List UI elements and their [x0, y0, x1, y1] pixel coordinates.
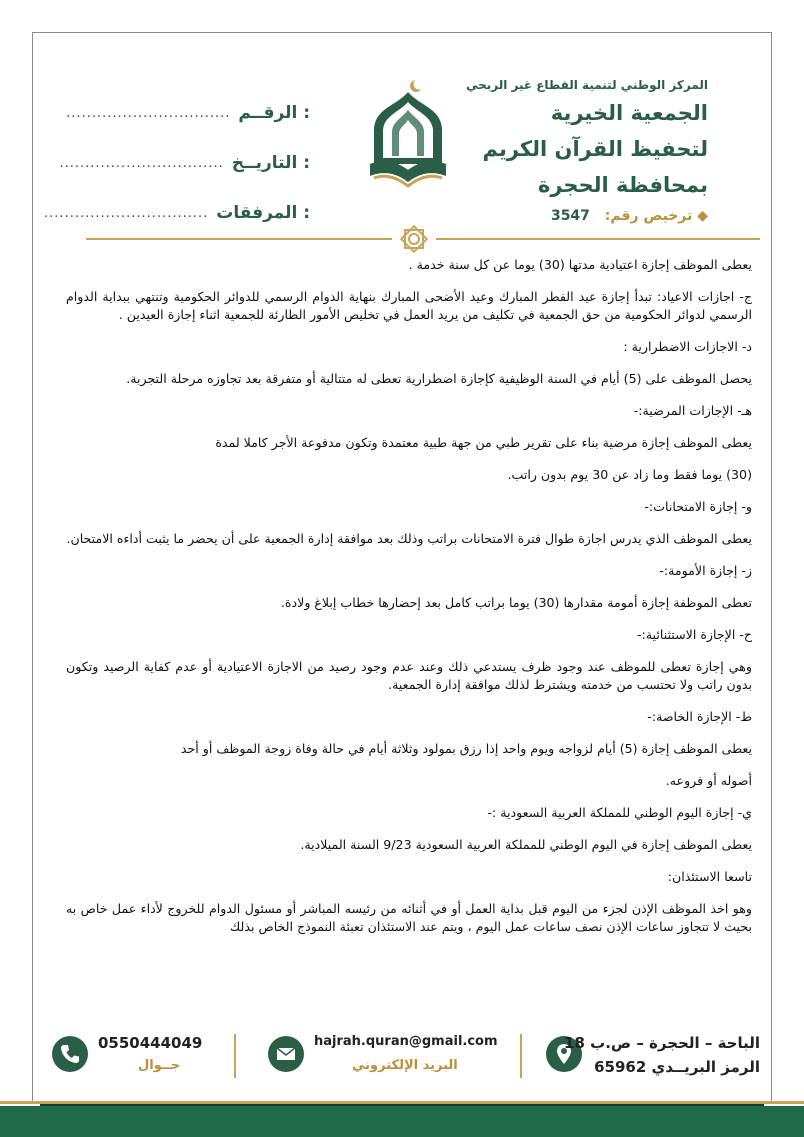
org-name-line1: الجمعية الخيرية — [550, 101, 708, 125]
heading-emergency-leave: د- الاجازات الاضطرارية : — [623, 339, 752, 354]
email-address: hajrah.quran@gmail.com — [314, 1034, 498, 1049]
attachments-field — [44, 188, 310, 238]
number-dots: ................................ — [66, 105, 231, 121]
address-block — [544, 1030, 760, 1086]
number-field — [66, 88, 310, 138]
footer-separator — [520, 1034, 522, 1078]
org-name-line3: بمحافظة الحجرة — [537, 173, 708, 197]
heading-national-day: ي- إجازة اليوم الوطني للمملكة العربية السعودية :- — [487, 805, 752, 820]
footer-separator — [234, 1034, 236, 1078]
paragraph-special-leave: يعطى الموظف إجازة (5) أيام لزواجه ويوم واحد إذا رزق بمولود وثلاثة أيام في حالة وفاة زوجة الموظف أو أحد — [180, 741, 752, 756]
postal-address: الباحة – الحجرة – ص.ب 18 — [564, 1034, 760, 1052]
phone-label: جــوال — [138, 1058, 181, 1073]
paragraph-emergency-leave: يحصل الموظف على (5) أيام في السنة الوظيفية كإجازة اضطرارية تعطى له متتالية أو متفرقة بعد تجاوزه مرحلة التجربة. — [126, 371, 752, 386]
license-number: 3547 — [550, 208, 590, 224]
paragraph-sick-leave-2: (30) يوما فقط وما زاد عن 30 يوم بدون راتب. — [507, 467, 752, 482]
heading-sick-leave: هـ- الإجازات المرضية:- — [633, 403, 752, 418]
heading-special-leave: ط- الإجازة الخاصة:- — [647, 709, 752, 724]
date-label: التاريــخ : — [231, 153, 310, 173]
postal-code: الرمز البريــدي 65962 — [594, 1058, 760, 1076]
footer-green-band — [0, 1106, 804, 1137]
org-name-line2: لتحفيظ القرآن الكريم — [482, 137, 708, 161]
heading-maternity-leave: ز- إجازة الأمومة:- — [659, 563, 752, 578]
license — [448, 208, 708, 224]
paragraph-maternity-leave: تعطى الموظفة إجازة أمومة مقدارها (30) يوما براتب كامل بعد إحضارها خطاب إبلاغ ولادة. — [280, 595, 752, 610]
footer — [32, 1020, 770, 1092]
heading-permission: تاسعا الاستئذان: — [667, 869, 752, 884]
header-divider-left — [86, 238, 392, 240]
email-block — [268, 1030, 508, 1086]
license-label: ترخيص رقم: — [604, 208, 693, 224]
heading-exceptional-leave: ح- الإجازة الاستثنائية:- — [637, 627, 752, 642]
paragraph-special-leave-2: أصوله أو فروعه. — [665, 773, 752, 788]
paragraph-exceptional-leave: وهي إجازة تعطى للموظف عند وجود ظرف يستدعي ذلك وعند عدم وجود رصيد من الاجازة الاعتيادية أو عدم كفاية الرصيد وتكون بدون راتب ولا تحتسب من خدمته ويشترط لذلك موافقة إدارة الجمعية. — [66, 659, 752, 692]
attachments-dots: ................................ — [44, 205, 209, 221]
paragraph-exam-leave: يعطى الموظف الذي يدرس اجازة طوال فترة الامتحانات براتب وذلك بعد موافقة إدارة الجمعية على أن يحضر ما يثبت أداءه الامتحان. — [66, 531, 752, 546]
email-label: البريد الإلكتروني — [352, 1058, 458, 1073]
reference-fields — [44, 88, 310, 238]
paragraph-permission: وهو اخذ الموظف الإذن لجزء من اليوم قبل بداية العمل أو في أثنائه من رئيسه المباشر أو مسئول الدوام للخروج لأداء عمل خاص به بحيث لا تتجاوز ساعات الإذن نصف ساعات عمل اليوم ، ويتم عند الاستئذان تعبئة النموذج الخاص بذلك — [66, 901, 752, 934]
paragraph-sick-leave: يعطى الموظف إجازة مرضية بناء على تقرير طبي من جهة طبية معتمدة وتكون مدفوعة الأجر كاملا لمدة — [215, 435, 752, 450]
paragraph-national-day: يعطى الموظف إجازة في اليوم الوطني للمملكة العربية السعودية 9/23 السنة الميلادية. — [300, 837, 752, 852]
phone-number: 0550444049 — [98, 1034, 203, 1052]
mosque-book-logo — [366, 78, 450, 194]
diamond-icon: ◆ — [692, 208, 708, 224]
heading-exam-leave: و- إجازة الامتحانات:- — [644, 499, 752, 514]
attachments-label: المرفقات : — [216, 203, 310, 223]
mail-icon — [268, 1036, 304, 1072]
date-dots: ................................ — [59, 155, 224, 171]
document-body — [66, 250, 752, 936]
header-divider-right — [436, 238, 760, 240]
phone-block — [52, 1030, 222, 1086]
date-field — [59, 138, 310, 188]
phone-icon — [52, 1036, 88, 1072]
org-parent-name: المركز الوطني لتنمية القطاع غير الربحي — [465, 78, 708, 92]
paragraph-eid-leave: ج- اجازات الاعياد: تبدأ إجازة عيد الفطر المبارك وعيد الأضحى المبارك بنهاية الدوام الرسمي للدوائر الحكومية وتنتهي ببداية الدوام الرسمي لدوائر الحكومية من حق الجمعية في تكليف من يريد العمل في تخليص الأمور الطارئة للجمعية اثناء إجازة العيدين . — [66, 289, 752, 322]
number-label: الرقــم : — [238, 103, 310, 123]
paragraph-annual-leave: يعطى الموظف إجازة اعتيادية مدتها (30) يوما عن كل سنة خدمة . — [408, 257, 752, 272]
organization-block — [448, 78, 708, 224]
